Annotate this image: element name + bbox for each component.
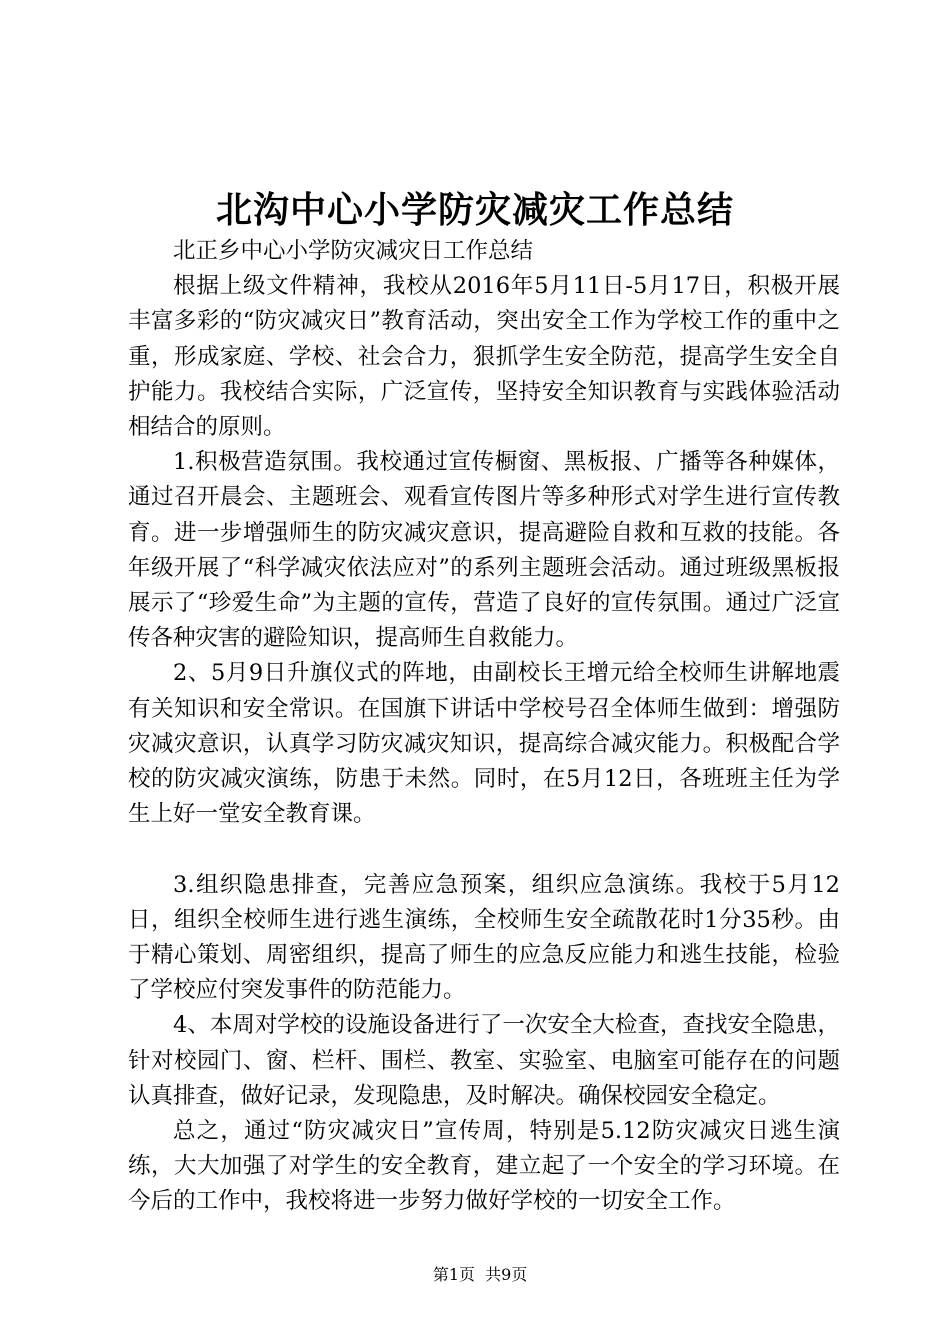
paragraph-item-3: 3.组织隐患排查，完善应急预案，组织应急演练。我校于5月12日，组织全校师生进行逃生演练，全校师生安全疏散花时1分35秒。由于精心策划、周密组织，提高了师生的应急反应能力和逃生技能，检验了学校应付突发事件的防范能力。 (128, 871, 840, 1004)
document-body (128, 234, 840, 1220)
paragraph-subtitle: 北正乡中心小学防灾减灾日工作总结 (173, 238, 534, 264)
paragraph-item-1: 1.积极营造氛围。我校通过宣传橱窗、黑板报、广播等各种媒体，通过召开晨会、主题班会、观看宣传图片等多种形式对学生进行宣传教育。进一步增强师生的防灾减灾意识，提高避险自救和互救的技能。各年级开展了“科学减灾依法应对”的系列主题班会活动。通过班级黑板报展示了“珍爱生命”为主题的宣传，营造了良好的宣传氛围。通过广泛宣传各种灾害的避险知识，提高师生自救能力。 (128, 449, 840, 652)
page-title: 北沟中心小学防灾减灾工作总结 (215, 189, 734, 231)
paragraph-item-4: 4、本周对学校的设施设备进行了一次安全大检查，查找安全隐患，针对校园门、窗、栏杆、围栏、教室、实验室、电脑室可能存在的问题认真排查，做好记录，发现隐患，及时解决。确保校园安全稳定。 (128, 1012, 840, 1109)
page-footer (0, 1245, 950, 1285)
paragraph-item-2: 2、5月9日升旗仪式的阵地，由副校长王增元给全校师生讲解地震有关知识和安全常识。在国旗下讲话中学校号召全体师生做到：增强防灾减灾意识，认真学习防灾减灾知识，提高综合减灾能力。积极配合学校的防灾减灾演练，防患于未然。同时，在5月12日，各班班主任为学生上好一堂安全教育课。 (128, 660, 840, 828)
paragraph-conclusion: 总之，通过“防灾减灾日”宣传周，特别是5.12防灾减灾日逃生演练，大大加强了对学生的安全教育，建立起了一个安全的学习环境。在今后的工作中，我校将进一步努力做好学校的一切安全工作。 (128, 1118, 840, 1215)
paragraph-intro: 根据上级文件精神，我校从2016年5月11日-5月17日，积极开展丰富多彩的“防灾减灾日”教育活动，突出安全工作为学校工作的重中之重，形成家庭、学校、社会合力，狠抓学生安全防范，提高学生安全自护能力。我校结合实际，广泛宣传，坚持安全知识教育与实践体验活动相结合的原则。 (128, 273, 840, 441)
page-number-indicator: 第1页 共9页 (432, 1265, 528, 1284)
